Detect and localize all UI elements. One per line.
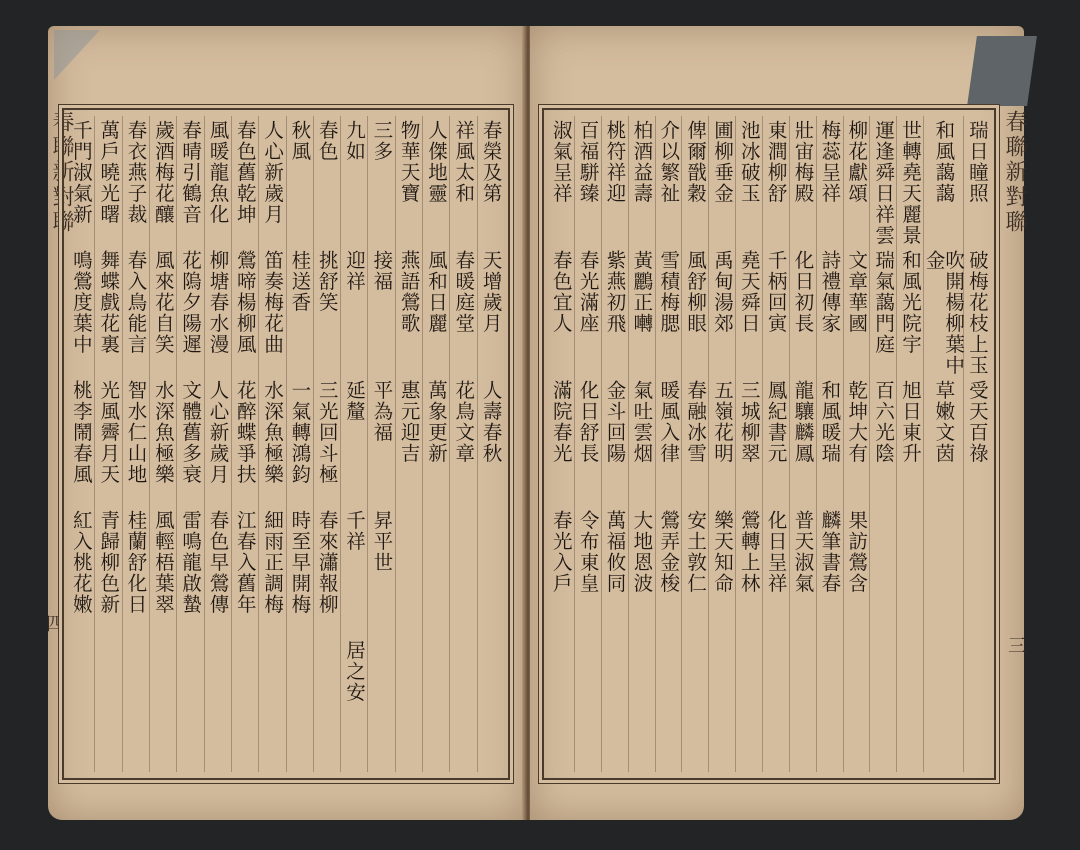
couplet-text: 旭日東升 — [898, 380, 922, 464]
couplet-text: 萬象更新 — [424, 380, 448, 464]
couplet-text: 挑舒笑 — [315, 250, 339, 313]
couplet-text: 鶯轉上林 — [737, 510, 761, 594]
couplet-text: 文體舊多衰 — [179, 380, 203, 485]
couplet-text: 人壽春秋 — [479, 380, 503, 464]
couplet-text: 普天淑氣 — [791, 510, 815, 594]
right-columns — [548, 116, 990, 772]
right-page — [530, 26, 1027, 820]
text-column — [789, 116, 816, 772]
text-column — [628, 116, 655, 772]
couplet-text: 萬戶曉光曙 — [97, 120, 121, 225]
couplet-text: 文章華國 — [845, 250, 869, 334]
couplet-text: 堯天舜日 — [737, 250, 761, 334]
couplet-text: 春色舊乾坤 — [233, 120, 257, 225]
couplet-text: 和風藹藹 — [932, 120, 956, 204]
couplet-text: 一氣轉鴻鈞 — [288, 380, 312, 485]
couplet-text: 春色宜人 — [549, 250, 573, 334]
couplet-text: 春榮及第 — [479, 120, 503, 204]
couplet-text: 桂送香 — [288, 250, 312, 313]
couplet-text: 居之安 — [343, 640, 367, 703]
couplet-text: 乾坤大有 — [845, 380, 869, 464]
couplet-text: 樂天知命 — [710, 510, 734, 594]
open-book — [46, 26, 1027, 820]
text-column — [258, 116, 285, 772]
couplet-text: 化日舒長 — [576, 380, 600, 464]
couplet-text: 九如 — [343, 120, 367, 162]
text-column — [816, 116, 843, 772]
couplet-text: 三城柳翠 — [737, 380, 761, 464]
text-column — [422, 116, 449, 772]
couplet-text: 天增歲月 — [479, 250, 503, 334]
couplet-text: 安土敦仁 — [684, 510, 708, 594]
couplet-text: 令布東皇 — [576, 510, 600, 594]
couplet-text: 燕語鶯歌 — [397, 250, 421, 334]
text-column — [449, 116, 476, 772]
couplet-text: 梅蕊呈祥 — [818, 120, 842, 204]
couplet-text: 五嶺花明 — [710, 380, 734, 464]
couplet-text: 化日呈祥 — [764, 510, 788, 594]
text-column — [922, 116, 966, 772]
couplet-text: 受天百祿 — [965, 380, 989, 464]
text-column — [843, 116, 870, 772]
text-column — [231, 116, 258, 772]
couplet-text: 氣吐雲烟 — [630, 380, 654, 464]
text-column — [601, 116, 628, 772]
couplet-text: 詩禮傳家 — [818, 250, 842, 334]
couplet-text: 圃柳垂金 — [710, 120, 734, 204]
text-column — [477, 116, 504, 772]
couplet-text: 細雨正調梅 — [261, 510, 285, 615]
text-column — [94, 116, 121, 772]
couplet-text: 鶯啼楊柳風 — [233, 250, 257, 355]
couplet-text: 俾爾戩穀 — [684, 120, 708, 204]
couplet-text: 柳塘春水漫 — [206, 250, 230, 355]
couplet-text: 延釐 — [343, 380, 367, 422]
couplet-text: 黃鸝正囀 — [630, 250, 654, 334]
text-column — [963, 116, 990, 772]
couplet-text: 紅入桃花嫩 — [69, 510, 93, 615]
couplet-text: 人心新歲月 — [206, 380, 230, 485]
couplet-text: 春光入戶 — [549, 510, 573, 594]
couplet-text: 舞蝶戲花裏 — [97, 250, 121, 355]
text-column — [896, 116, 923, 772]
couplet-text: 春色 — [315, 120, 339, 162]
couplet-text: 時至早開梅 — [288, 510, 312, 615]
couplet-text: 柳花獻頌 — [845, 120, 869, 204]
couplet-text: 春光滿座 — [576, 250, 600, 334]
text-column — [708, 116, 735, 772]
couplet-text: 紫燕初飛 — [603, 250, 627, 334]
couplet-text: 光風霽月天 — [97, 380, 121, 485]
couplet-text: 萬福攸同 — [603, 510, 627, 594]
page-tab — [967, 36, 1037, 106]
running-head-right: 春聯新對聯 — [1002, 110, 1027, 235]
folio-right: 三 — [1008, 636, 1026, 657]
couplet-text: 禹甸湯郊 — [710, 250, 734, 334]
left-page — [48, 26, 526, 820]
couplet-text: 麟筆書春 — [818, 510, 842, 594]
text-column — [762, 116, 789, 772]
text-column — [176, 116, 203, 772]
text-column — [313, 116, 340, 772]
couplet-text: 桃李鬧春風 — [69, 380, 93, 485]
couplet-text: 風輕梧葉翠 — [151, 510, 175, 615]
couplet-text: 介以繁祉 — [657, 120, 681, 204]
text-column — [68, 116, 94, 772]
couplet-text: 東澗柳舒 — [764, 120, 788, 204]
couplet-text: 春色早鶯傳 — [206, 510, 230, 615]
couplet-text: 千柄回寅 — [764, 250, 788, 334]
couplet-text: 化日初長 — [791, 250, 815, 334]
couplet-text: 金斗回陽 — [603, 380, 627, 464]
couplet-text: 迎祥 — [343, 250, 367, 292]
couplet-text: 滿院春光 — [549, 380, 573, 464]
text-column — [655, 116, 682, 772]
couplet-text: 花醉蝶爭扶 — [233, 380, 257, 485]
text-column — [574, 116, 601, 772]
corner-stain — [54, 30, 100, 80]
running-head-left: 春聯新對聯 — [49, 110, 74, 235]
couplet-text: 人傑地靈 — [424, 120, 448, 204]
couplet-text: 瑞日瞳照 — [965, 120, 989, 204]
couplet-text: 江春入舊年 — [233, 510, 257, 615]
couplet-text: 瑞氣藹門庭 — [872, 250, 896, 355]
couplet-text: 花隖夕陽遲 — [179, 250, 203, 355]
couplet-text: 昇平世 — [370, 510, 394, 573]
couplet-text: 柏酒益壽 — [630, 120, 654, 204]
text-column — [286, 116, 313, 772]
couplet-text: 春晴引鶴音 — [179, 120, 203, 225]
couplet-text: 和風光院宇 — [898, 250, 922, 355]
folio-left: 四 — [46, 614, 64, 635]
couplet-text: 大地恩波 — [630, 510, 654, 594]
couplet-text: 青歸柳色新 — [97, 510, 121, 615]
couplet-text: 和風暖瑞 — [818, 380, 842, 464]
couplet-text: 人心新歲月 — [261, 120, 285, 225]
couplet-text: 惠元迎吉 — [397, 380, 421, 464]
couplet-text: 水深魚極樂 — [151, 380, 175, 485]
couplet-text: 春來瀟報柳 — [315, 510, 339, 615]
left-text-frame — [62, 108, 510, 780]
couplet-text: 草嫩文茵 — [932, 380, 956, 464]
couplet-text: 龍驤麟鳳 — [791, 380, 815, 464]
couplet-text: 壯宙梅殿 — [791, 120, 815, 204]
couplet-text: 百福駢臻 — [576, 120, 600, 204]
text-column — [869, 116, 896, 772]
couplet-text: 鳴鶯度葉中 — [69, 250, 93, 355]
couplet-text: 笛奏梅花曲 — [261, 250, 285, 355]
right-text-frame — [542, 108, 996, 780]
couplet-text: 雪積梅腮 — [657, 250, 681, 334]
couplet-text: 千門淑氣新 — [69, 120, 93, 225]
text-column — [149, 116, 176, 772]
couplet-text: 風暖龍魚化 — [206, 120, 230, 225]
text-column — [681, 116, 708, 772]
couplet-text: 平為福 — [370, 380, 394, 443]
couplet-text: 春衣燕子裁 — [124, 120, 148, 225]
couplet-text: 淑氣呈祥 — [549, 120, 573, 204]
couplet-text: 三光回斗極 — [315, 380, 339, 485]
couplet-text: 破梅花枝上玉 — [965, 250, 989, 376]
couplet-text: 三多 — [370, 120, 394, 162]
couplet-text: 千祥 — [343, 510, 367, 552]
couplet-text: 祥風太和 — [452, 120, 476, 204]
couplet-text: 春入鳥能言 — [124, 250, 148, 355]
text-column — [204, 116, 231, 772]
couplet-text: 暖風入律 — [657, 380, 681, 464]
couplet-text: 果訪鶯含 — [845, 510, 869, 594]
couplet-text: 風舒柳眼 — [684, 250, 708, 334]
couplet-text: 吹開楊柳葉中金 — [922, 250, 966, 376]
couplet-text: 春暖庭堂 — [452, 250, 476, 334]
couplet-text: 花鳥文章 — [452, 380, 476, 464]
couplet-text: 桂蘭舒化日 — [124, 510, 148, 615]
couplet-text: 風來花自笑 — [151, 250, 175, 355]
couplet-text: 鳳紀書元 — [764, 380, 788, 464]
couplet-text: 鶯弄金梭 — [657, 510, 681, 594]
text-column — [122, 116, 149, 772]
left-columns — [68, 116, 504, 772]
text-column — [548, 116, 574, 772]
couplet-text: 智水仁山地 — [124, 380, 148, 485]
text-column — [735, 116, 762, 772]
text-column — [367, 116, 394, 772]
couplet-text: 雷鳴龍啟蟄 — [179, 510, 203, 615]
couplet-text: 池冰破玉 — [737, 120, 761, 204]
couplet-text: 接福 — [370, 250, 394, 292]
couplet-text: 運逢舜日祥雲 — [872, 120, 896, 246]
couplet-text: 秋風 — [288, 120, 312, 162]
couplet-text: 歲酒梅花釀 — [151, 120, 175, 225]
couplet-text: 物華天寶 — [397, 120, 421, 204]
couplet-text: 水深魚極樂 — [261, 380, 285, 485]
couplet-text: 風和日麗 — [424, 250, 448, 334]
couplet-text: 春融冰雪 — [684, 380, 708, 464]
couplet-text: 桃符祥迎 — [603, 120, 627, 204]
couplet-text: 百六光陰 — [872, 380, 896, 464]
couplet-text: 世轉堯天麗景 — [898, 120, 922, 246]
text-column — [395, 116, 422, 772]
text-column — [340, 116, 367, 772]
